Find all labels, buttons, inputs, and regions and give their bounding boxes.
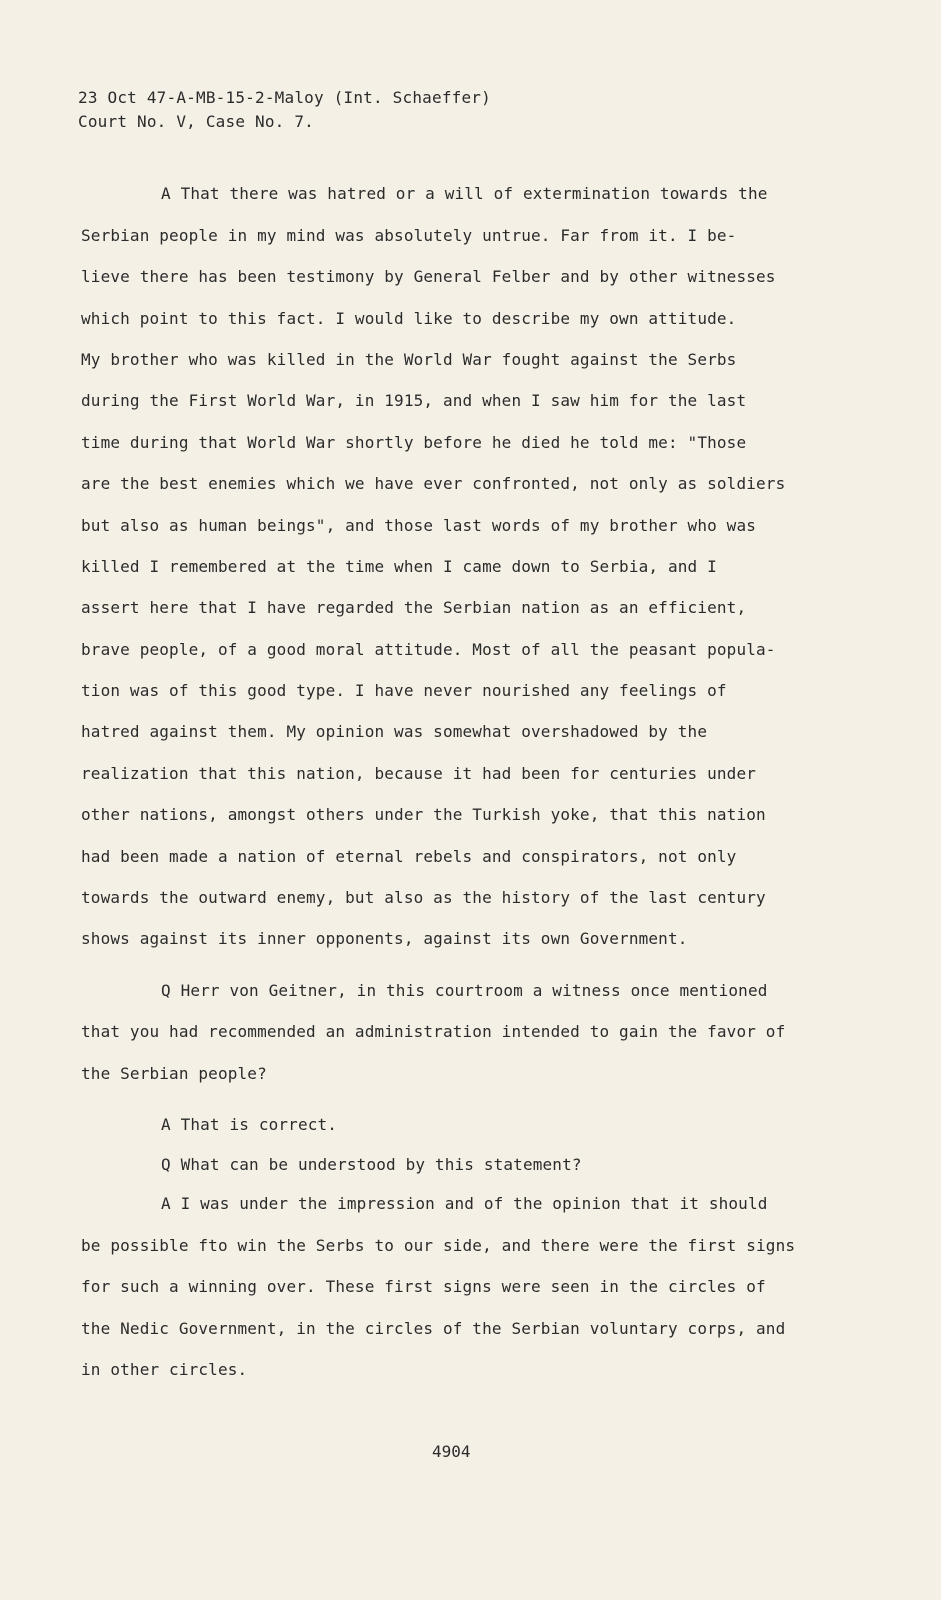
text-line: other nations, amongst others under the Turkish yoke, that this nation [81,805,766,824]
text-line: hatred against them. My opinion was somewhat overshadowed by the [81,722,708,741]
text-line: be possible fto win the Serbs to our side, and there were the first signs [81,1236,796,1255]
text-line: the Nedic Government, in the circles of the Serbian voluntary corps, and [81,1319,786,1338]
text-line: lieve there has been testimony by General Felber and by other witnesses [81,267,776,286]
page-number: 4904 [432,1442,471,1461]
text-line: which point to this fact. I would like to describe my own attitude. [81,309,737,328]
text-line: during the First World War, in 1915, and when I saw him for the last [81,391,747,410]
header-session-line: 23 Oct 47-A-MB-15-2-Maloy (Int. Schaeffer) [78,88,491,107]
text-line: shows against its inner opponents, against its own Government. [81,929,688,948]
text-line: assert here that I have regarded the Serbian nation as an efficient, [81,598,747,617]
text-line: towards the outward enemy, but also as the history of the last century [81,888,766,907]
text-line: time during that World War shortly before he died he told me: "Those [81,433,747,452]
text-line: that you had recommended an administration intended to gain the favor of [81,1022,786,1041]
text-line: A That is correct. [161,1115,338,1134]
text-line: A I was under the impression and of the opinion that it should [161,1194,768,1213]
text-line: but also as human beings", and those last words of my brother who was [81,516,757,535]
document-header [78,86,491,134]
text-line: in other circles. [81,1360,248,1379]
text-line: Q What can be understood by this statement? [161,1155,582,1174]
text-line: brave people, of a good moral attitude. Most of all the peasant popula- [81,640,776,659]
text-line: realization that this nation, because it had been for centuries under [81,764,757,783]
text-line: are the best enemies which we have ever confronted, not only as soldiers [81,474,786,493]
text-line: tion was of this good type. I have never nourished any feelings of [81,681,727,700]
text-line: Serbian people in my mind was absolutely untrue. Far from it. I be- [81,226,737,245]
text-line: had been made a nation of eternal rebels and conspirators, not only [81,847,737,866]
text-line: My brother who was killed in the World War fought against the Serbs [81,350,737,369]
text-line: Q Herr von Geitner, in this courtroom a witness once mentioned [161,981,768,1000]
header-case-line: Court No. V, Case No. 7. [78,112,314,131]
text-line: the Serbian people? [81,1064,267,1083]
text-line: A That there was hatred or a will of extermination towards the [161,184,768,203]
text-line: for such a winning over. These first signs were seen in the circles of [81,1277,766,1296]
text-line: killed I remembered at the time when I came down to Serbia, and I [81,557,717,576]
